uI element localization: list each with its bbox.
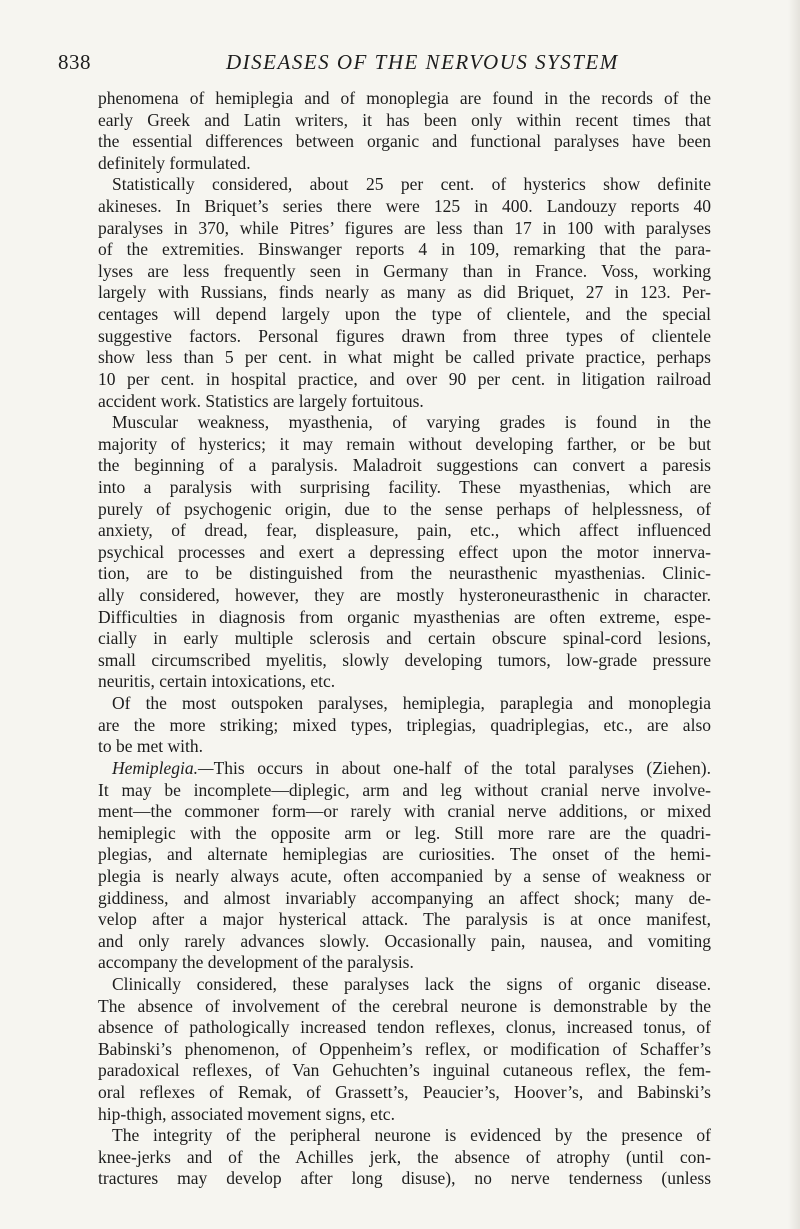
text-line: Difficulties in diagnosis from organic myasthenias are often extreme, espe- [98, 606, 711, 627]
text-line: phenomena of hemiplegia and of monoplegia are found in the records of the [98, 88, 711, 108]
paragraph-start-line: The integrity of the peripheral neurone is evidenced by the presence of [112, 1125, 711, 1146]
page-number: 838 [58, 50, 91, 74]
text-line: plegias, and alternate hemiplegias are curiosities. The onset of the hemi- [98, 844, 711, 865]
text-line: majority of hysterics; it may remain without developing farther, or be but [98, 433, 711, 454]
section-heading-hemiplegia: Hemiplegia.— [112, 757, 214, 778]
paragraph-start-line: Of the most outspoken paralyses, hemiplegia, paraplegia and monoplegia [112, 693, 711, 714]
text-line: anxiety, of dread, fear, displeasure, pain, etc., which affect influenced [98, 520, 711, 541]
text-line: paralyses in 370, while Pitres’ figures are less than 17 in 100 with paralyses [98, 217, 711, 238]
text-line: into a paralysis with surprising facility. These myasthenias, which are [98, 476, 711, 497]
paragraph-start-line: Clinically considered, these paralyses lack the signs of organic disease. [112, 973, 711, 994]
text-line: early Greek and Latin writers, it has been only within recent times that [98, 109, 711, 130]
text-line: largely with Russians, finds nearly as many as did Briquet, 27 in 123. Per- [98, 282, 711, 303]
text-line: to be met with. [98, 736, 203, 757]
text-line: small circumscribed myelitis, slowly developing tumors, low-grade pressure [98, 649, 711, 670]
body-text [98, 88, 711, 1190]
text-line: psychical processes and exert a depressing effect upon the motor innerva- [98, 541, 711, 562]
text-line: oral reflexes of Remak, of Grassett’s, Peaucier’s, Hoover’s, and Babinski’s [98, 1082, 711, 1103]
paragraph-start-line: Statistically considered, about 25 per cent. of hysterics show definite [112, 174, 711, 195]
text-line: tractures may develop after long disuse), no nerve tenderness (unless [98, 1168, 711, 1189]
text-line: ally considered, however, they are mostly hysteroneurasthenic in character. [98, 585, 711, 606]
text-line: and only rarely advances slowly. Occasionally pain, nausea, and vomiting [98, 930, 711, 951]
page-header [50, 50, 750, 80]
text-line: The absence of involvement of the cerebral neurone is demonstrable by the [98, 995, 711, 1016]
text-line: purely of psychogenic origin, due to the sense perhaps of helplessness, of [98, 498, 711, 519]
text-line: show less than 5 per cent. in what might be called private practice, perhaps [98, 347, 711, 368]
text-line: the essential differences between organic and functional paralyses have been [98, 131, 711, 152]
text-line: neuritis, certain intoxications, etc. [98, 671, 336, 692]
text-line: are the more striking; mixed types, triplegias, quadriplegias, etc., are also [98, 714, 711, 735]
text-line: knee-jerks and of the Achilles jerk, the absence of atrophy (until con- [98, 1146, 711, 1167]
page-edge-shadow [788, 0, 800, 1229]
text-line: It may be incomplete—diplegic, arm and leg without cranial nerve involve- [98, 779, 711, 800]
text-line: hemiplegic with the opposite arm or leg. Still more rare are the quadri- [98, 822, 711, 843]
text-line: cially in early multiple sclerosis and certain obscure spinal-cord lesions, [98, 628, 711, 649]
text-line: ment—the commoner form—or rarely with cranial nerve additions, or mixed [98, 801, 711, 822]
text-line: lyses are less frequently seen in Germany than in France. Voss, working [98, 260, 711, 281]
text-line: accompany the development of the paralysis. [98, 952, 414, 973]
text-line: Babinski’s phenomenon, of Oppenheim’s reflex, or modification of Schaffer’s [98, 1038, 711, 1059]
text-line: giddiness, and almost invariably accompanying an affect shock; many de- [98, 887, 711, 908]
text-line: tion, are to be distinguished from the neurasthenic myasthenias. Clinic- [98, 563, 711, 584]
text-line: paradoxical reflexes, of Van Gehuchten’s inguinal cutaneous reflex, the fem- [98, 1060, 711, 1081]
text-line: plegia is nearly always acute, often accompanied by a sense of weakness or [98, 865, 711, 886]
paragraph-start-line [98, 758, 711, 780]
text-line: hip-thigh, associated movement signs, etc. [98, 1103, 395, 1124]
text-line: definitely formulated. [98, 152, 251, 173]
text-line: akineses. In Briquet’s series there were 125 in 400. Landouzy reports 40 [98, 196, 711, 217]
running-head: DISEASES OF THE NERVOUS SYSTEM [226, 50, 619, 74]
paragraph-start-line: Muscular weakness, myasthenia, of varying grades is found in the [112, 412, 711, 433]
text-run: This occurs in about one-half of the total paralyses (Ziehen). [213, 757, 711, 778]
text-line: absence of pathologically increased tendon reflexes, clonus, increased tonus, of [98, 1017, 711, 1038]
text-line: velop after a major hysterical attack. The paralysis is at once manifest, [98, 909, 711, 930]
text-line: accident work. Statistics are largely fortuitous. [98, 390, 424, 411]
text-line: 10 per cent. in hospital practice, and over 90 per cent. in litigation railroad [98, 368, 711, 389]
text-line: the beginning of a paralysis. Maladroit suggestions can convert a paresis [98, 455, 711, 476]
text-line: suggestive factors. Personal figures drawn from three types of clientele [98, 325, 711, 346]
text-line: centages will depend largely upon the type of clientele, and the special [98, 304, 711, 325]
text-line: of the extremities. Binswanger reports 4 in 109, remarking that the para- [98, 239, 711, 260]
